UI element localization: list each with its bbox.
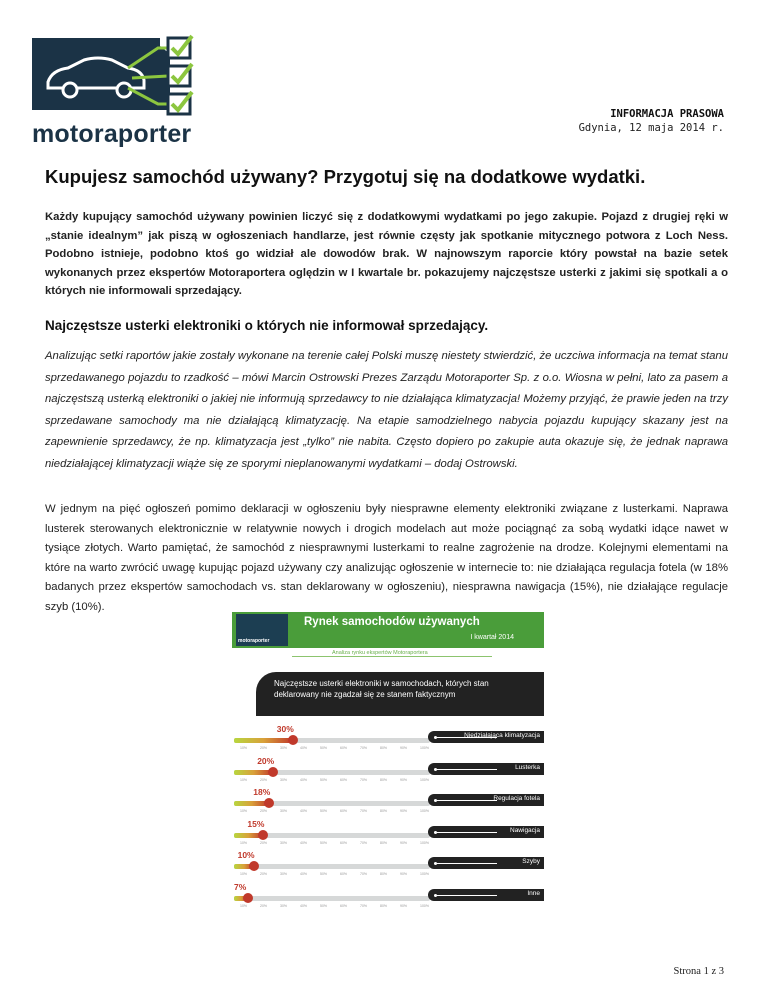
tick-label: 30% [280, 746, 288, 750]
article-quote: Analizując setki raportów jakie zostały wykonane na terenie całej Polski muszę niestety stwierdzić, że uczciwa informacja na temat stanu sprzedawanego pojazdu to rzadkość – mówi Marcin Ostrowski Prezes Zarządu Motoraporter Sp. z o.o. Wiosna w pełni, lato za pasem a najczęstszą usterką elektroniki o jakiej nie informują sprzedawcy to nie działająca klimatyzacja! Możemy przyjąć, że prawie jeden na trzy sprzedawane samochody ma nie działającą klimatyzację. Na etapie samodzielnego nabycia pojazdu kupujący skazany jest na zapewnienie sprzedawcy, że np. klimatyzacja jest „tylko” nie nabita. Często dopiero po zakupie auta okazuje się, że jednak naprawa niedziałającej klimatyzacji wiąże się ze sporymi nieplanowanymi wydatkami – dodaj Ostrowski. [45, 350, 728, 470]
bar-marker [268, 767, 278, 777]
bar-category-pill [428, 794, 544, 806]
bar-row [232, 724, 544, 756]
bar-axis-ticks [240, 809, 436, 815]
tick-label: 10% [240, 840, 248, 845]
tick-label: 100% [420, 872, 429, 876]
infographic-title: Rynek samochodów używanych [304, 616, 480, 628]
divider [292, 656, 492, 657]
bar-axis-ticks [240, 904, 436, 910]
bar-track [234, 864, 430, 869]
tick-label: 60% [340, 840, 348, 845]
article-lead: Każdy kupujący samochód używany powinien liczyć się z dodatkowymi wydatkami po jego zakupie. Pojazd z drugiej ręki w „stanie idealnym” jak piszą w ogłoszeniach handlarze, jest równie częsty jak spotkanie mitycznego potwora z Loch Ness. Podobno istnieje, podobno ktoś go widział ale dowodów brak. W najnowszym raporcie który powstał na bazie setek wykonanych przez ekspertów Motoraportera oględzin w I kwartale br. pokazujemy najczęstsze usterki z jakimi się spotkali a o których nie informowali sprzedający. [45, 211, 728, 298]
tick-label: 90% [400, 872, 408, 876]
tick-label: 10% [240, 903, 248, 908]
infographic-analysis: Analiza rynku ekspertów Motoraportera [332, 650, 428, 656]
bar-category-label: Niedziałająca klimatyzacja [464, 732, 540, 739]
tick-label: 10% [240, 777, 248, 782]
bar-axis-ticks [240, 746, 436, 752]
article-subhead: Najczęstsze usterki elektroniki o których nie informował sprzedający. [45, 318, 489, 333]
infographic [232, 612, 544, 912]
tick-label: 100% [420, 809, 429, 813]
bar-marker [243, 893, 253, 903]
bar-category-pill [428, 857, 544, 869]
pill-line [437, 895, 497, 896]
car-checklist-icon [28, 30, 198, 118]
article-headline: Kupujesz samochód używany? Przygotuj się na dodatkowe wydatki. [45, 166, 646, 187]
tick-label: 30% [280, 840, 288, 845]
tick-label: 60% [340, 746, 348, 750]
infographic-logo [236, 614, 288, 646]
tick-label: 90% [400, 809, 408, 813]
bar-row [232, 756, 544, 788]
infographic-logo-text: motoraporter [238, 638, 270, 644]
tick-label: 80% [380, 840, 388, 845]
bar-axis-ticks [240, 841, 436, 847]
bar-category-label: Lusterka [515, 763, 540, 771]
tick-label: 30% [280, 809, 288, 813]
tick-label: 30% [280, 777, 288, 782]
tick-label: 80% [380, 903, 388, 908]
bar-axis-ticks [240, 778, 436, 784]
tick-label: 50% [320, 840, 328, 845]
infographic-period: I kwartał 2014 [470, 634, 514, 641]
bar-category-label: Regulacja fotela [493, 795, 540, 802]
tick-label: 80% [380, 872, 388, 876]
bar-track [234, 896, 430, 901]
bar-axis-ticks [240, 872, 436, 878]
press-date: Gdynia, 12 maja 2014 r. [578, 122, 724, 134]
tick-label: 50% [320, 777, 328, 782]
tick-label: 100% [420, 746, 429, 750]
bar-row [232, 850, 544, 882]
tick-label: 80% [380, 809, 388, 813]
tick-label: 10% [240, 746, 248, 750]
pill-line [437, 800, 497, 801]
infographic-subtitle: Najczęstsze usterki elektroniki w samochodach, których stan deklarowany nie zgadzał się ze stanem faktycznym [274, 679, 489, 699]
bar-category-pill [428, 889, 544, 901]
tick-label: 20% [260, 872, 268, 876]
pill-line [437, 832, 497, 833]
tick-label: 20% [260, 903, 268, 908]
tick-label: 40% [300, 809, 308, 813]
bar-value-label: 20% [257, 755, 275, 766]
press-label: INFORMACJA PRASOWA [610, 108, 724, 120]
bar-marker [264, 798, 274, 808]
tick-label: 70% [360, 746, 368, 750]
bar-value-label: 7% [234, 881, 247, 892]
bar-value-label: 15% [247, 818, 265, 829]
tick-label: 20% [260, 777, 268, 782]
tick-label: 20% [260, 840, 268, 845]
tick-label: 70% [360, 903, 368, 908]
tick-label: 40% [300, 872, 308, 876]
bar-value-label: 18% [253, 787, 271, 797]
bar-row [232, 819, 544, 851]
tick-label: 20% [260, 746, 268, 750]
pill-line [437, 769, 497, 770]
tick-label: 30% [280, 903, 288, 908]
tick-label: 10% [240, 872, 248, 876]
bar-fill [234, 738, 293, 743]
tick-label: 40% [300, 777, 308, 782]
bar-row [232, 882, 544, 913]
pill-line [437, 863, 497, 864]
tick-label: 90% [400, 777, 408, 782]
bar-category-pill [428, 826, 544, 838]
motoraporter-logo [28, 30, 218, 148]
tick-label: 90% [400, 903, 408, 908]
bar-category-pill [428, 731, 544, 743]
tick-label: 100% [420, 903, 429, 908]
tick-label: 80% [380, 777, 388, 782]
bar-category-label: Nawigacja [510, 826, 540, 834]
tick-label: 70% [360, 840, 368, 845]
brand-name: motoraporter [32, 120, 192, 148]
press-header [579, 108, 724, 134]
bar-value-label: 10% [237, 850, 255, 860]
bar-category-label: Szyby [522, 858, 540, 865]
tick-label: 40% [300, 746, 308, 750]
tick-label: 90% [400, 746, 408, 750]
tick-label: 50% [320, 903, 328, 908]
tick-label: 10% [240, 809, 248, 813]
tick-label: 60% [340, 872, 348, 876]
tick-label: 100% [420, 840, 429, 845]
article-body: W jednym na pięć ogłoszeń pomimo deklaracji w ogłoszeniu były niesprawne elementy elektroniki związane z lusterkami. Naprawa lusterek sterowanych elektronicznie w relatywnie nowych i drogich modelach aut może pociągnąć za sobą wydatki idące nawet w tysiące złotych. Warto pamiętać, że samochód z niesprawnymi lusterkami to realne zagrożenie na drodze. Kolejnymi elementami na które na warto zwrócić uwagę kupując pojazd używany czy analizując ogłoszenie w internecie to: nie działająca regulacja fotela (w 18% badanych przez ekspertów samochodach vs. stan deklarowany w ogłoszeniu), niesprawna nawigacja (15%), nie działające regulacje szyb (10%). [45, 503, 728, 613]
tick-label: 40% [300, 903, 308, 908]
tick-label: 50% [320, 809, 328, 813]
bar-value-label: 30% [276, 724, 294, 734]
bar-row [232, 787, 544, 819]
tick-label: 50% [320, 746, 328, 750]
tick-label: 60% [340, 809, 348, 813]
tick-label: 70% [360, 809, 368, 813]
tick-label: 60% [340, 777, 348, 782]
tick-label: 100% [420, 777, 429, 782]
tick-label: 30% [280, 872, 288, 876]
page-number: Strona 1 z 3 [673, 966, 724, 977]
tick-label: 50% [320, 872, 328, 876]
bar-marker [288, 735, 298, 745]
tick-label: 80% [380, 746, 388, 750]
tick-label: 40% [300, 840, 308, 845]
tick-label: 70% [360, 872, 368, 876]
bar-marker [249, 861, 259, 871]
tick-label: 60% [340, 903, 348, 908]
tick-label: 70% [360, 777, 368, 782]
tick-label: 20% [260, 809, 268, 813]
bar-category-label: Inne [527, 889, 540, 897]
infographic-header [232, 612, 544, 648]
bar-category-pill [428, 763, 544, 775]
bar-marker [258, 830, 268, 840]
tick-label: 90% [400, 840, 408, 845]
